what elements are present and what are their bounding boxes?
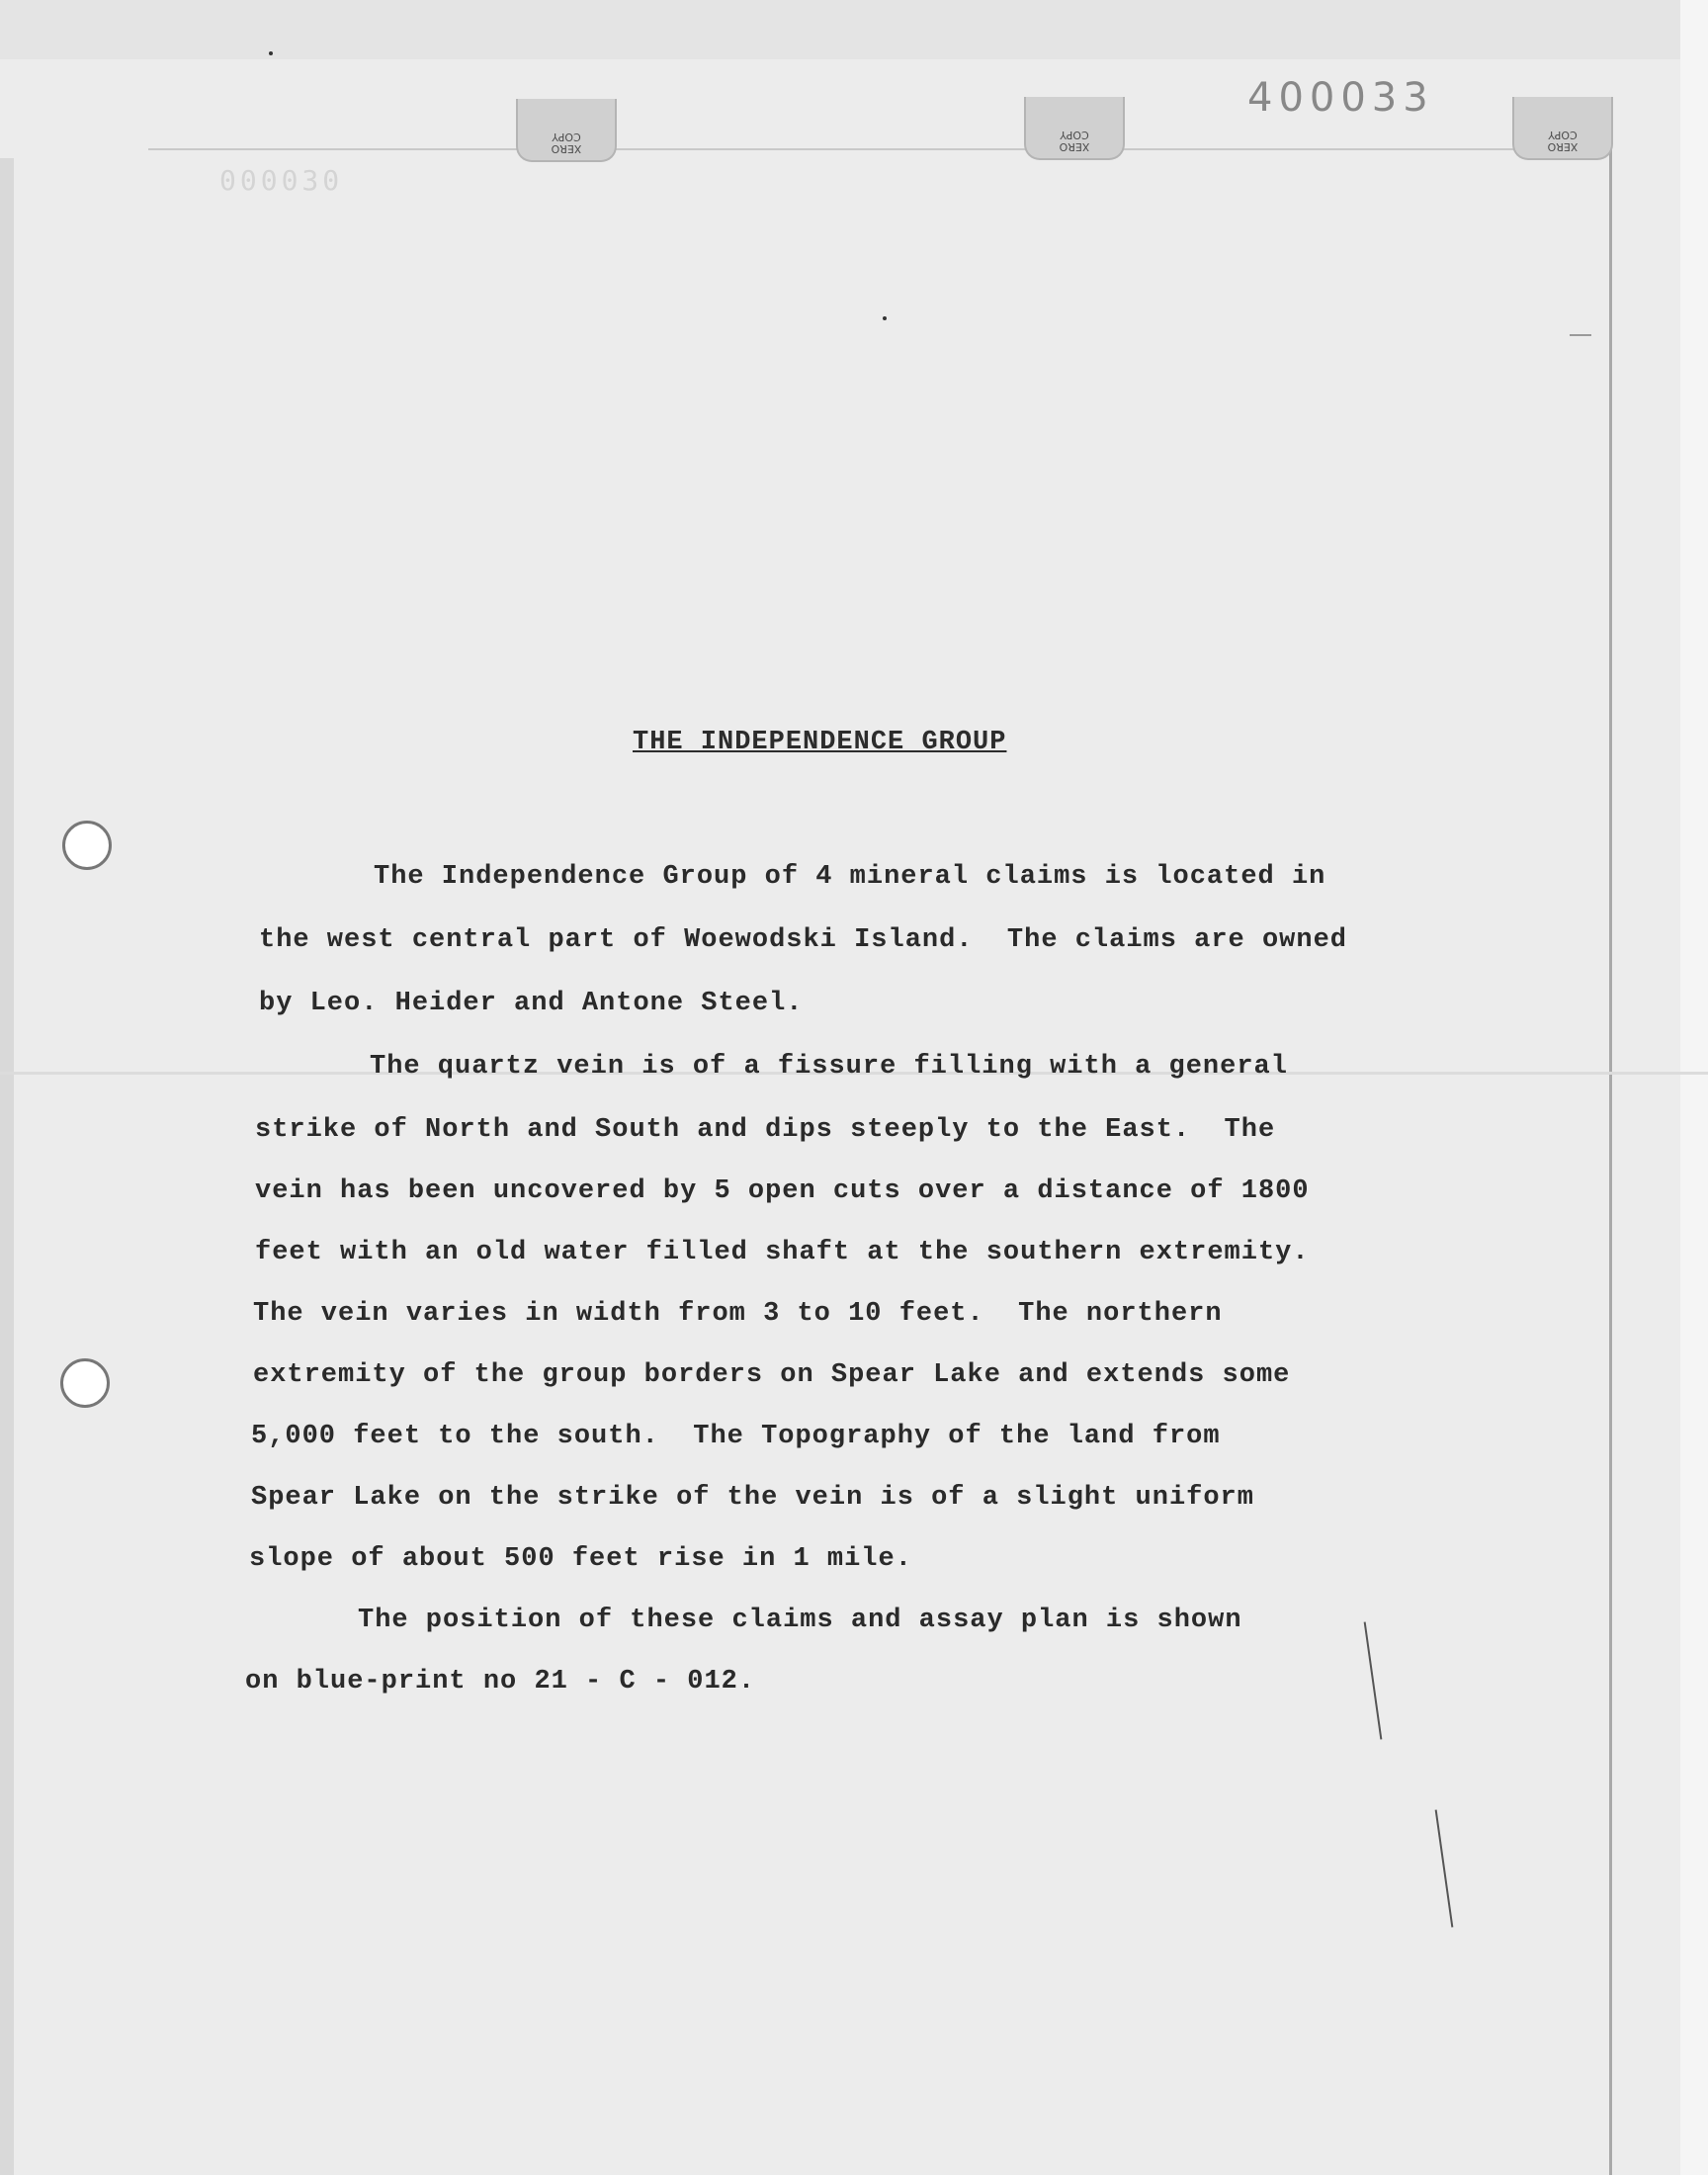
ghost-document-number: 000030 (219, 164, 344, 197)
body-line: The vein varies in width from 3 to 10 feet. The northern (253, 1299, 1223, 1329)
body-line: the west central part of Woewodski Island. The claims are owned (259, 925, 1347, 955)
xero-copy-tab (1512, 97, 1613, 160)
body-line: slope of about 500 feet rise in 1 mile. (249, 1544, 912, 1574)
sheet-top-edge (148, 148, 1611, 150)
body-line: by Leo. Heider and Antone Steel. (259, 989, 804, 1018)
xero-copy-label: XERO COPY (1059, 129, 1090, 153)
body-line: on blue-print no 21 - C - 012. (245, 1667, 756, 1696)
punch-hole (60, 1358, 110, 1408)
ink-speck (883, 316, 887, 320)
left-scan-edge (0, 158, 14, 2175)
body-line: extremity of the group borders on Spear Lake and extends some (253, 1360, 1291, 1390)
margin-pencil-line (1364, 1621, 1383, 1739)
right-margin-strip (1680, 0, 1708, 2175)
body-line: The Independence Group of 4 mineral claims is located in (374, 862, 1326, 892)
top-scan-strip (0, 0, 1708, 59)
margin-tick-mark (1570, 334, 1591, 336)
margin-pencil-line (1435, 1809, 1454, 1927)
sheet-right-edge (1609, 148, 1612, 2175)
body-line: The quartz vein is of a fissure filling with a general (370, 1052, 1288, 1082)
body-line: The position of these claims and assay plan is shown (358, 1606, 1242, 1635)
xero-copy-tab (1024, 97, 1125, 160)
xero-copy-label: XERO COPY (551, 130, 582, 155)
body-line: Spear Lake on the strike of the vein is of a slight uniform (251, 1483, 1254, 1513)
body-line: feet with an old water filled shaft at the southern extremity. (255, 1238, 1310, 1267)
xero-copy-tab (516, 99, 617, 162)
ink-speck (269, 51, 273, 55)
body-line: vein has been uncovered by 5 open cuts over a distance of 1800 (255, 1176, 1310, 1206)
document-title: THE INDEPENDENCE GROUP (633, 728, 1007, 757)
document-number: 400033 (1247, 75, 1434, 121)
body-line: strike of North and South and dips steeply to the East. The (255, 1115, 1276, 1145)
body-line: 5,000 feet to the south. The Topography of the land from (251, 1422, 1221, 1451)
punch-hole (62, 821, 112, 870)
xero-copy-label: XERO COPY (1547, 129, 1579, 153)
